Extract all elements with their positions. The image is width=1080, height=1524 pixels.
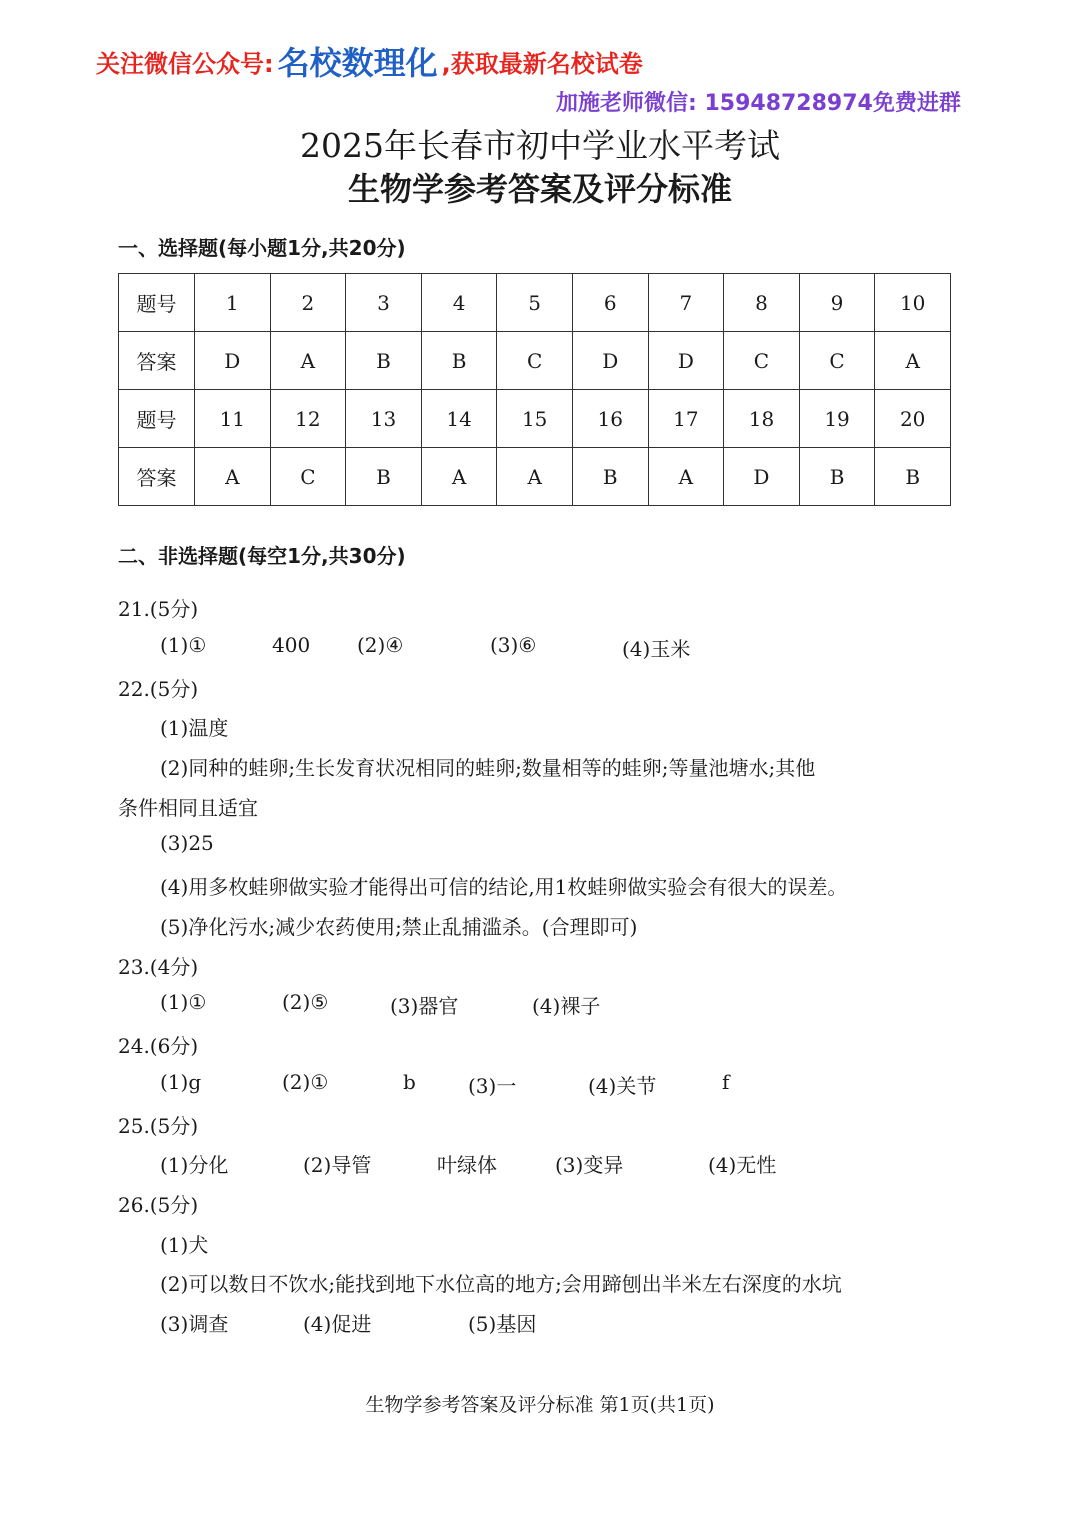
- row-label: 题号: [119, 390, 195, 448]
- table-cell: D: [724, 448, 800, 506]
- table-cell: C: [799, 332, 875, 390]
- q24-answer-4: (4)关节: [588, 1074, 657, 1098]
- q22-heading: 22.(5分): [118, 677, 199, 701]
- document-title: 2025年长春市初中学业水平考试: [300, 126, 780, 165]
- q24-answer-1: (1)g: [160, 1070, 202, 1094]
- table-cell: 15: [497, 390, 573, 448]
- section1-heading: 一、选择题(每小题1分,共20分): [118, 236, 406, 260]
- table-cell: C: [724, 332, 800, 390]
- q26-heading: 26.(5分): [118, 1193, 199, 1217]
- q25-heading: 25.(5分): [118, 1114, 199, 1138]
- q21-heading: 21.(5分): [118, 597, 199, 621]
- table-cell: 1: [195, 274, 271, 332]
- table-cell: 19: [799, 390, 875, 448]
- q24-answer-2: (2)①: [282, 1070, 329, 1094]
- q22-answer-4: (4)用多枚蛙卵做实验才能得出可信的结论,用1枚蛙卵做实验会有很大的误差。: [160, 875, 848, 899]
- table-cell: 10: [875, 274, 951, 332]
- q26-answer-2: (2)可以数日不饮水;能找到地下水位高的地方;会用蹄刨出半米左右深度的水坑: [160, 1272, 842, 1296]
- answer-table-row: [119, 274, 951, 332]
- table-cell: A: [270, 332, 346, 390]
- page-footer: 生物学参考答案及评分标准 第1页(共1页): [365, 1394, 715, 1416]
- table-cell: 13: [346, 390, 422, 448]
- q21-answer-1b: 400: [272, 633, 311, 657]
- q26-answer-4: (4)促进: [303, 1312, 372, 1336]
- section2-heading: 二、非选择题(每空1分,共30分): [118, 544, 406, 568]
- table-cell: B: [875, 448, 951, 506]
- q21-answer-1: (1)①: [160, 633, 207, 657]
- q23-answer-1: (1)①: [160, 990, 207, 1014]
- q24-answer-2b: b: [403, 1070, 416, 1094]
- answer-table-row: [119, 332, 951, 390]
- table-cell: 20: [875, 390, 951, 448]
- q25-answer-3: (3)变异: [555, 1153, 624, 1177]
- q23-heading: 23.(4分): [118, 955, 199, 979]
- answer-table: [118, 273, 951, 506]
- banner-contact: 加施老师微信: 15948728974免费进群: [556, 91, 961, 116]
- table-cell: 14: [421, 390, 497, 448]
- q21-answer-4: (4)玉米: [622, 637, 691, 661]
- table-cell: B: [346, 448, 422, 506]
- table-cell: B: [799, 448, 875, 506]
- promo-banner: [96, 38, 643, 84]
- q25-answer-4: (4)无性: [708, 1153, 777, 1177]
- table-cell: A: [497, 448, 573, 506]
- q22-answer-2: (2)同种的蛙卵;生长发育状况相同的蛙卵;数量相等的蛙卵;等量池塘水;其他: [160, 756, 816, 780]
- table-cell: 16: [572, 390, 648, 448]
- table-cell: A: [195, 448, 271, 506]
- q24-answer-4b: f: [722, 1070, 730, 1094]
- row-label: 答案: [119, 448, 195, 506]
- q23-answer-2: (2)⑤: [282, 990, 329, 1014]
- table-cell: A: [421, 448, 497, 506]
- table-cell: C: [497, 332, 573, 390]
- table-cell: 5: [497, 274, 573, 332]
- table-cell: 17: [648, 390, 724, 448]
- table-cell: 11: [195, 390, 271, 448]
- answer-table-row: [119, 390, 951, 448]
- q25-answer-2: (2)导管: [303, 1153, 372, 1177]
- table-cell: A: [648, 448, 724, 506]
- table-cell: D: [572, 332, 648, 390]
- table-cell: D: [648, 332, 724, 390]
- q21-answer-2: (2)④: [357, 633, 404, 657]
- table-cell: 18: [724, 390, 800, 448]
- q25-answer-1: (1)分化: [160, 1153, 229, 1177]
- q21-answer-3: (3)⑥: [490, 633, 537, 657]
- banner-brand: 名校数理化: [277, 44, 438, 82]
- table-cell: C: [270, 448, 346, 506]
- q22-answer-1: (1)温度: [160, 716, 229, 740]
- q22-answer-3: (3)25: [160, 831, 214, 855]
- table-cell: 12: [270, 390, 346, 448]
- banner-suffix: ,获取最新名校试卷: [441, 49, 643, 78]
- table-cell: 3: [346, 274, 422, 332]
- row-label: 答案: [119, 332, 195, 390]
- q22-answer-5: (5)净化污水;减少农药使用;禁止乱捕滥杀。(合理即可): [160, 915, 638, 939]
- table-cell: A: [875, 332, 951, 390]
- q23-answer-4: (4)裸子: [532, 994, 601, 1018]
- q22-answer-2-continued: 条件相同且适宜: [118, 796, 258, 820]
- table-cell: 7: [648, 274, 724, 332]
- table-cell: D: [195, 332, 271, 390]
- table-cell: 2: [270, 274, 346, 332]
- table-cell: B: [346, 332, 422, 390]
- document-subtitle: 生物学参考答案及评分标准: [347, 170, 732, 208]
- answer-table-row: [119, 448, 951, 506]
- table-cell: 8: [724, 274, 800, 332]
- q24-heading: 24.(6分): [118, 1034, 199, 1058]
- q26-answer-5: (5)基因: [468, 1312, 537, 1336]
- table-cell: B: [572, 448, 648, 506]
- q23-answer-3: (3)器官: [390, 994, 459, 1018]
- q24-answer-3: (3)一: [468, 1074, 517, 1098]
- table-cell: B: [421, 332, 497, 390]
- q26-answer-1: (1)犬: [160, 1233, 209, 1257]
- table-cell: 6: [572, 274, 648, 332]
- table-cell: 4: [421, 274, 497, 332]
- row-label: 题号: [119, 274, 195, 332]
- banner-prefix: 关注微信公众号:: [96, 49, 274, 78]
- q25-answer-2b: 叶绿体: [437, 1153, 497, 1177]
- table-cell: 9: [799, 274, 875, 332]
- q26-answer-3: (3)调查: [160, 1312, 229, 1336]
